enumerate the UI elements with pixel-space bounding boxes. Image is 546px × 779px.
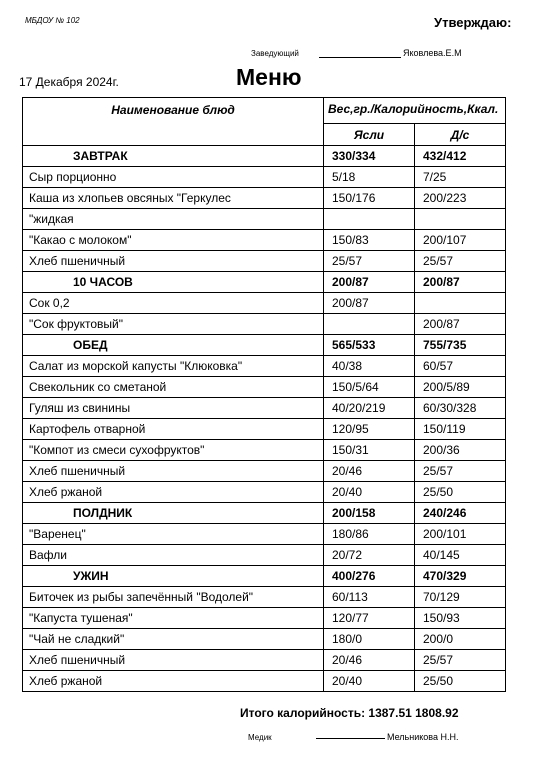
- nursery-value-cell: 25/57: [324, 251, 415, 272]
- meal-section-row: [23, 503, 506, 524]
- kindergarten-value-cell: 200/223: [415, 188, 506, 209]
- nursery-value-cell: 150/176: [324, 188, 415, 209]
- dish-name-cell: ЗАВТРАК: [23, 146, 324, 167]
- kindergarten-value-cell: 200/107: [415, 230, 506, 251]
- medic-label: Медик: [248, 733, 272, 742]
- nursery-value-cell: 60/113: [324, 587, 415, 608]
- dish-name-cell: "Варенец": [23, 524, 324, 545]
- table-row: [23, 293, 506, 314]
- kindergarten-value-cell: 60/30/328: [415, 398, 506, 419]
- kindergarten-value-cell: 150/93: [415, 608, 506, 629]
- kindergarten-value-cell: 470/329: [415, 566, 506, 587]
- head-name: Яковлева.Е.М: [403, 48, 462, 58]
- table-row: [23, 587, 506, 608]
- dish-name-cell: "Какао с молоком": [23, 230, 324, 251]
- dish-name-cell: "Капуста тушеная": [23, 608, 324, 629]
- dish-name-cell: Хлеб ржаной: [23, 482, 324, 503]
- dish-name-cell: ОБЕД: [23, 335, 324, 356]
- table-row: [23, 482, 506, 503]
- dish-name-cell: "Сок фруктовый": [23, 314, 324, 335]
- table-row: [23, 356, 506, 377]
- meal-section-row: [23, 146, 506, 167]
- table-row: [23, 650, 506, 671]
- table-row: [23, 524, 506, 545]
- dish-name-cell: "Компот из смеси сухофруктов": [23, 440, 324, 461]
- kindergarten-value-cell: 25/50: [415, 671, 506, 692]
- dish-column-header: Наименование блюд: [23, 98, 324, 146]
- dish-name-cell: Хлеб ржаной: [23, 671, 324, 692]
- dish-name-cell: Хлеб пшеничный: [23, 650, 324, 671]
- total-calories: Итого калорийность: 1387.51 1808.92: [240, 706, 459, 720]
- kindergarten-value-cell: 150/119: [415, 419, 506, 440]
- table-row: [23, 671, 506, 692]
- nursery-value-cell: 20/40: [324, 671, 415, 692]
- head-title-label: Заведующий: [251, 49, 299, 58]
- kindergarten-column-header: Д/с: [415, 124, 506, 146]
- kindergarten-value-cell: 25/50: [415, 482, 506, 503]
- dish-name-cell: ПОЛДНИК: [23, 503, 324, 524]
- dish-name-cell: УЖИН: [23, 566, 324, 587]
- table-header-row: [23, 98, 506, 124]
- dish-name-cell: "жидкая: [23, 209, 324, 230]
- table-row: [23, 230, 506, 251]
- kindergarten-value-cell: 200/5/89: [415, 377, 506, 398]
- table-row: [23, 314, 506, 335]
- nursery-value-cell: 20/46: [324, 650, 415, 671]
- nursery-value-cell: 180/86: [324, 524, 415, 545]
- organization-name: МБДОУ № 102: [25, 16, 80, 25]
- kindergarten-value-cell: [415, 209, 506, 230]
- kindergarten-value-cell: 200/36: [415, 440, 506, 461]
- nursery-value-cell: 150/5/64: [324, 377, 415, 398]
- nursery-value-cell: 5/18: [324, 167, 415, 188]
- page-title: Меню: [236, 64, 302, 90]
- kindergarten-value-cell: 40/145: [415, 545, 506, 566]
- dish-name-cell: Сыр порционно: [23, 167, 324, 188]
- menu-table: [22, 97, 506, 692]
- dish-name-cell: Салат из морской капусты "Клюковка": [23, 356, 324, 377]
- table-row: [23, 629, 506, 650]
- nursery-value-cell: 400/276: [324, 566, 415, 587]
- dish-name-cell: Вафли: [23, 545, 324, 566]
- kindergarten-value-cell: 200/87: [415, 314, 506, 335]
- nursery-value-cell: 150/31: [324, 440, 415, 461]
- kindergarten-value-cell: 200/0: [415, 629, 506, 650]
- nursery-value-cell: 565/533: [324, 335, 415, 356]
- kindergarten-value-cell: 200/101: [415, 524, 506, 545]
- dish-name-cell: Хлеб пшеничный: [23, 251, 324, 272]
- signature-line: [319, 57, 401, 58]
- nursery-value-cell: [324, 314, 415, 335]
- table-row: [23, 377, 506, 398]
- dish-name-cell: Картофель отварной: [23, 419, 324, 440]
- kindergarten-value-cell: 432/412: [415, 146, 506, 167]
- table-row: [23, 209, 506, 230]
- nursery-value-cell: 180/0: [324, 629, 415, 650]
- table-row: [23, 167, 506, 188]
- nursery-value-cell: 200/87: [324, 293, 415, 314]
- dish-name-cell: Каша из хлопьев овсяных "Геркулес: [23, 188, 324, 209]
- kindergarten-value-cell: [415, 293, 506, 314]
- kindergarten-value-cell: 755/735: [415, 335, 506, 356]
- nursery-value-cell: 40/38: [324, 356, 415, 377]
- dish-name-cell: Хлеб пшеничный: [23, 461, 324, 482]
- nursery-value-cell: 20/46: [324, 461, 415, 482]
- nursery-value-cell: 200/87: [324, 272, 415, 293]
- medic-signature-line: [316, 738, 385, 739]
- kindergarten-value-cell: 25/57: [415, 461, 506, 482]
- nursery-value-cell: 150/83: [324, 230, 415, 251]
- table-row: [23, 419, 506, 440]
- approval-label: Утверждаю:: [434, 15, 512, 30]
- nursery-value-cell: 120/95: [324, 419, 415, 440]
- dish-name-cell: 10 ЧАСОВ: [23, 272, 324, 293]
- medic-name: Мельникова Н.Н.: [387, 732, 459, 742]
- table-row: [23, 608, 506, 629]
- kindergarten-value-cell: 200/87: [415, 272, 506, 293]
- dish-name-cell: "Чай не сладкий": [23, 629, 324, 650]
- nursery-value-cell: [324, 209, 415, 230]
- kindergarten-value-cell: 7/25: [415, 167, 506, 188]
- meal-section-row: [23, 566, 506, 587]
- dish-name-cell: Свекольник со сметаной: [23, 377, 324, 398]
- table-row: [23, 398, 506, 419]
- nursery-value-cell: 120/77: [324, 608, 415, 629]
- nursery-value-cell: 330/334: [324, 146, 415, 167]
- kindergarten-value-cell: 70/129: [415, 587, 506, 608]
- dish-name-cell: Гуляш из свинины: [23, 398, 324, 419]
- meal-section-row: [23, 335, 506, 356]
- meal-section-row: [23, 272, 506, 293]
- table-row: [23, 461, 506, 482]
- dish-name-cell: Сок 0,2: [23, 293, 324, 314]
- dish-name-cell: Биточек из рыбы запечённый "Водолей": [23, 587, 324, 608]
- menu-table-body: [23, 98, 506, 692]
- nursery-value-cell: 200/158: [324, 503, 415, 524]
- kindergarten-value-cell: 60/57: [415, 356, 506, 377]
- nursery-value-cell: 40/20/219: [324, 398, 415, 419]
- table-row: [23, 440, 506, 461]
- table-row: [23, 545, 506, 566]
- table-row: [23, 251, 506, 272]
- kindergarten-value-cell: 25/57: [415, 251, 506, 272]
- nursery-value-cell: 20/72: [324, 545, 415, 566]
- nursery-column-header: Ясли: [324, 124, 415, 146]
- kindergarten-value-cell: 25/57: [415, 650, 506, 671]
- table-row: [23, 188, 506, 209]
- menu-date: 17 Декабря 2024г.: [19, 75, 119, 89]
- nursery-value-cell: 20/40: [324, 482, 415, 503]
- kindergarten-value-cell: 240/246: [415, 503, 506, 524]
- weight-calorie-header: Вес,гр./Калорийность,Ккал.: [324, 98, 506, 124]
